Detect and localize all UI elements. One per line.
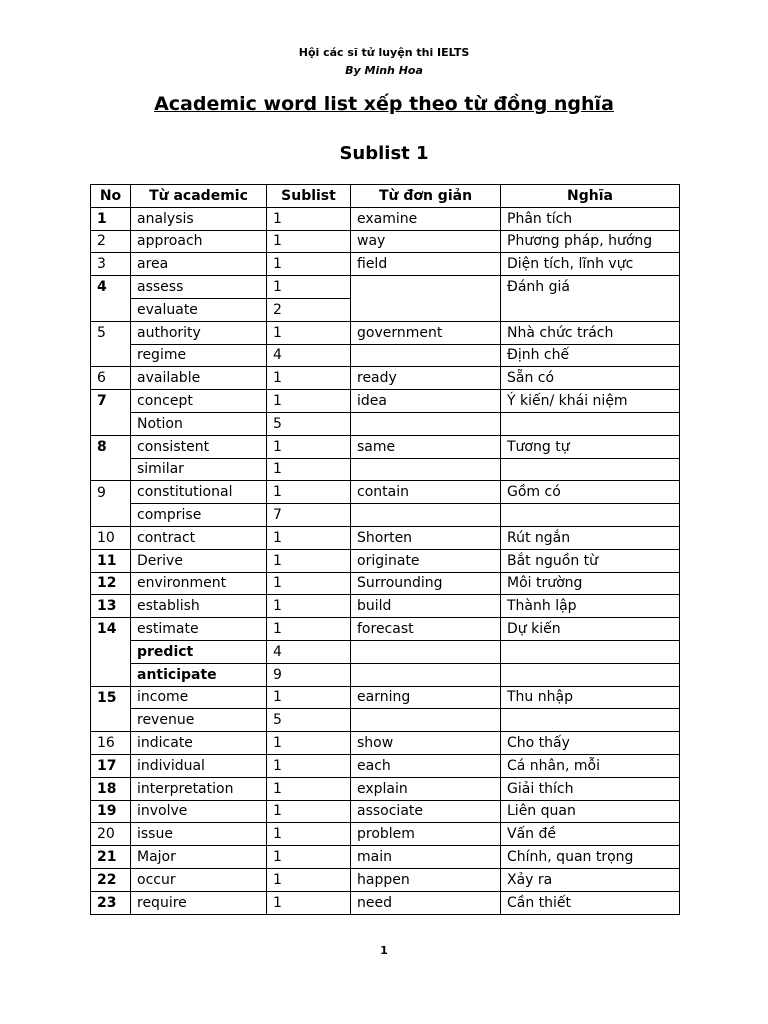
cell-simple-word: government xyxy=(351,321,501,344)
cell-sublist: 2 xyxy=(267,298,351,321)
cell-no: 12 xyxy=(91,572,131,595)
column-header-academic-word: Từ academic xyxy=(131,185,267,208)
cell-meaning: Cho thấy xyxy=(501,732,680,755)
cell-simple-word: need xyxy=(351,891,501,914)
cell-academic-word: estimate xyxy=(131,618,267,641)
cell-meaning: Vấn đề xyxy=(501,823,680,846)
page-number: 1 xyxy=(380,944,388,957)
cell-sublist: 1 xyxy=(267,367,351,390)
cell-simple-word: Surrounding xyxy=(351,572,501,595)
cell-sublist: 1 xyxy=(267,526,351,549)
table-row xyxy=(91,253,680,276)
table-row xyxy=(91,572,680,595)
cell-academic-word: authority xyxy=(131,321,267,344)
cell-meaning: Bắt nguồn từ xyxy=(501,549,680,572)
cell-simple-word: Shorten xyxy=(351,526,501,549)
cell-academic-word: issue xyxy=(131,823,267,846)
cell-academic-word: environment xyxy=(131,572,267,595)
cell-simple-word xyxy=(351,412,501,435)
cell-no: 13 xyxy=(91,595,131,618)
table-header-row xyxy=(91,185,680,208)
cell-simple-word: idea xyxy=(351,390,501,413)
cell-simple-word: examine xyxy=(351,207,501,230)
table-row xyxy=(91,891,680,914)
cell-simple-word: each xyxy=(351,754,501,777)
cell-meaning: Tương tự xyxy=(501,435,680,458)
table-row xyxy=(91,663,680,686)
cell-simple-word: show xyxy=(351,732,501,755)
cell-academic-word: involve xyxy=(131,800,267,823)
cell-sublist: 1 xyxy=(267,732,351,755)
cell-no xyxy=(91,640,131,663)
table-row xyxy=(91,367,680,390)
cell-academic-word: regime xyxy=(131,344,267,367)
table-row xyxy=(91,846,680,869)
cell-meaning: Thu nhập xyxy=(501,686,680,709)
cell-sublist: 1 xyxy=(267,823,351,846)
cell-simple-word: happen xyxy=(351,868,501,891)
cell-no: 1 xyxy=(91,207,131,230)
cell-no: 4 xyxy=(91,276,131,299)
cell-sublist: 1 xyxy=(267,868,351,891)
table-row xyxy=(91,276,680,299)
table-row xyxy=(91,435,680,458)
cell-academic-word: Notion xyxy=(131,412,267,435)
cell-meaning xyxy=(501,709,680,732)
cell-simple-word xyxy=(351,709,501,732)
cell-meaning: Sẵn có xyxy=(501,367,680,390)
cell-sublist: 1 xyxy=(267,549,351,572)
cell-meaning: Thành lập xyxy=(501,595,680,618)
cell-academic-word: consistent xyxy=(131,435,267,458)
cell-no: 19 xyxy=(91,800,131,823)
cell-meaning xyxy=(501,458,680,481)
cell-academic-word: available xyxy=(131,367,267,390)
table-row xyxy=(91,777,680,800)
cell-academic-word: Major xyxy=(131,846,267,869)
cell-simple-word: field xyxy=(351,253,501,276)
cell-sublist: 1 xyxy=(267,230,351,253)
table-body xyxy=(91,207,680,914)
cell-no xyxy=(91,344,131,367)
cell-academic-word: similar xyxy=(131,458,267,481)
cell-sublist: 4 xyxy=(267,344,351,367)
cell-sublist: 1 xyxy=(267,572,351,595)
cell-academic-word: assess xyxy=(131,276,267,299)
cell-meaning: Xảy ra xyxy=(501,868,680,891)
cell-no: 5 xyxy=(91,321,131,344)
cell-no: 11 xyxy=(91,549,131,572)
cell-meaning: Nhà chức trách xyxy=(501,321,680,344)
cell-academic-word: indicate xyxy=(131,732,267,755)
table-row xyxy=(91,732,680,755)
cell-simple-word xyxy=(351,458,501,481)
cell-no xyxy=(91,412,131,435)
cell-no: 6 xyxy=(91,367,131,390)
cell-meaning xyxy=(501,504,680,527)
table-row xyxy=(91,298,680,321)
column-header-no: No xyxy=(91,185,131,208)
table-row xyxy=(91,412,680,435)
cell-sublist: 1 xyxy=(267,595,351,618)
cell-meaning: Rút ngắn xyxy=(501,526,680,549)
cell-simple-word: forecast xyxy=(351,618,501,641)
cell-simple-word: build xyxy=(351,595,501,618)
cell-academic-word: predict xyxy=(131,640,267,663)
cell-no xyxy=(91,709,131,732)
cell-sublist: 7 xyxy=(267,504,351,527)
table-row xyxy=(91,595,680,618)
cell-sublist: 1 xyxy=(267,891,351,914)
cell-simple-word xyxy=(351,298,501,321)
cell-meaning: Đánh giá xyxy=(501,276,680,299)
cell-no: 20 xyxy=(91,823,131,846)
cell-academic-word: comprise xyxy=(131,504,267,527)
cell-no: 17 xyxy=(91,754,131,777)
sublist-heading: Sublist 1 xyxy=(339,143,429,164)
cell-meaning: Diện tích, lĩnh vực xyxy=(501,253,680,276)
cell-academic-word: anticipate xyxy=(131,663,267,686)
cell-sublist: 1 xyxy=(267,207,351,230)
cell-simple-word xyxy=(351,640,501,663)
cell-no: 14 xyxy=(91,618,131,641)
table-row xyxy=(91,754,680,777)
cell-simple-word xyxy=(351,663,501,686)
cell-meaning: Giải thích xyxy=(501,777,680,800)
cell-academic-word: income xyxy=(131,686,267,709)
table-row xyxy=(91,640,680,663)
cell-meaning: Cá nhân, mỗi xyxy=(501,754,680,777)
cell-meaning: Môi trường xyxy=(501,572,680,595)
cell-sublist: 4 xyxy=(267,640,351,663)
cell-academic-word: revenue xyxy=(131,709,267,732)
cell-simple-word: main xyxy=(351,846,501,869)
cell-no xyxy=(91,458,131,481)
cell-simple-word: contain xyxy=(351,481,501,504)
cell-no: 16 xyxy=(91,732,131,755)
cell-meaning: Dự kiến xyxy=(501,618,680,641)
cell-sublist: 1 xyxy=(267,754,351,777)
cell-no xyxy=(91,298,131,321)
cell-meaning xyxy=(501,640,680,663)
column-header-meaning: Nghĩa xyxy=(501,185,680,208)
cell-no: 8 xyxy=(91,435,131,458)
cell-no: 7 xyxy=(91,390,131,413)
cell-no: 23 xyxy=(91,891,131,914)
table-row xyxy=(91,481,680,504)
cell-meaning: Phân tích xyxy=(501,207,680,230)
cell-meaning: Gồm có xyxy=(501,481,680,504)
cell-academic-word: occur xyxy=(131,868,267,891)
table-row xyxy=(91,823,680,846)
cell-sublist: 1 xyxy=(267,321,351,344)
cell-sublist: 1 xyxy=(267,390,351,413)
cell-academic-word: interpretation xyxy=(131,777,267,800)
cell-simple-word xyxy=(351,504,501,527)
column-header-sublist: Sublist xyxy=(267,185,351,208)
cell-simple-word xyxy=(351,344,501,367)
cell-meaning xyxy=(501,298,680,321)
cell-academic-word: contract xyxy=(131,526,267,549)
cell-academic-word: analysis xyxy=(131,207,267,230)
cell-academic-word: concept xyxy=(131,390,267,413)
cell-sublist: 1 xyxy=(267,846,351,869)
cell-no: 15 xyxy=(91,686,131,709)
cell-sublist: 1 xyxy=(267,686,351,709)
cell-simple-word: way xyxy=(351,230,501,253)
table-row xyxy=(91,686,680,709)
cell-no: 3 xyxy=(91,253,131,276)
cell-no: 18 xyxy=(91,777,131,800)
cell-no: 9 xyxy=(91,481,131,504)
cell-meaning: Cần thiết xyxy=(501,891,680,914)
cell-academic-word: area xyxy=(131,253,267,276)
table-row xyxy=(91,390,680,413)
word-list-table xyxy=(90,184,680,915)
column-header-simple-word: Từ đơn giản xyxy=(351,185,501,208)
cell-sublist: 1 xyxy=(267,458,351,481)
cell-meaning: Chính, quan trọng xyxy=(501,846,680,869)
table-row xyxy=(91,504,680,527)
cell-no: 2 xyxy=(91,230,131,253)
cell-no xyxy=(91,663,131,686)
cell-no: 10 xyxy=(91,526,131,549)
cell-sublist: 9 xyxy=(267,663,351,686)
table-row xyxy=(91,800,680,823)
cell-simple-word: originate xyxy=(351,549,501,572)
table-row xyxy=(91,344,680,367)
cell-academic-word: require xyxy=(131,891,267,914)
cell-academic-word: Derive xyxy=(131,549,267,572)
table-row xyxy=(91,618,680,641)
cell-meaning: Phương pháp, hướng xyxy=(501,230,680,253)
cell-simple-word: problem xyxy=(351,823,501,846)
cell-academic-word: establish xyxy=(131,595,267,618)
cell-no: 22 xyxy=(91,868,131,891)
table-row xyxy=(91,549,680,572)
cell-meaning: Liên quan xyxy=(501,800,680,823)
table-row xyxy=(91,709,680,732)
cell-sublist: 1 xyxy=(267,276,351,299)
cell-simple-word: associate xyxy=(351,800,501,823)
cell-simple-word: same xyxy=(351,435,501,458)
cell-meaning: Định chế xyxy=(501,344,680,367)
cell-simple-word: ready xyxy=(351,367,501,390)
cell-no xyxy=(91,504,131,527)
cell-simple-word: earning xyxy=(351,686,501,709)
table-row xyxy=(91,230,680,253)
cell-simple-word xyxy=(351,276,501,299)
cell-sublist: 1 xyxy=(267,481,351,504)
table-row xyxy=(91,207,680,230)
header-author: By Minh Hoa xyxy=(345,64,423,77)
table-row xyxy=(91,458,680,481)
cell-no: 21 xyxy=(91,846,131,869)
cell-sublist: 1 xyxy=(267,618,351,641)
table-row xyxy=(91,526,680,549)
table-row xyxy=(91,321,680,344)
header-organization: Hội các sĩ tử luyện thi IELTS xyxy=(298,46,470,59)
cell-sublist: 1 xyxy=(267,777,351,800)
cell-meaning xyxy=(501,663,680,686)
cell-academic-word: individual xyxy=(131,754,267,777)
cell-meaning: Ý kiến/ khái niệm xyxy=(501,390,680,413)
cell-sublist: 5 xyxy=(267,412,351,435)
cell-sublist: 1 xyxy=(267,253,351,276)
cell-academic-word: constitutional xyxy=(131,481,267,504)
cell-meaning xyxy=(501,412,680,435)
cell-sublist: 5 xyxy=(267,709,351,732)
table-row xyxy=(91,868,680,891)
cell-sublist: 1 xyxy=(267,800,351,823)
document-title: Academic word list xếp theo từ đồng nghĩa xyxy=(154,93,614,115)
cell-simple-word: explain xyxy=(351,777,501,800)
cell-sublist: 1 xyxy=(267,435,351,458)
cell-academic-word: evaluate xyxy=(131,298,267,321)
cell-academic-word: approach xyxy=(131,230,267,253)
